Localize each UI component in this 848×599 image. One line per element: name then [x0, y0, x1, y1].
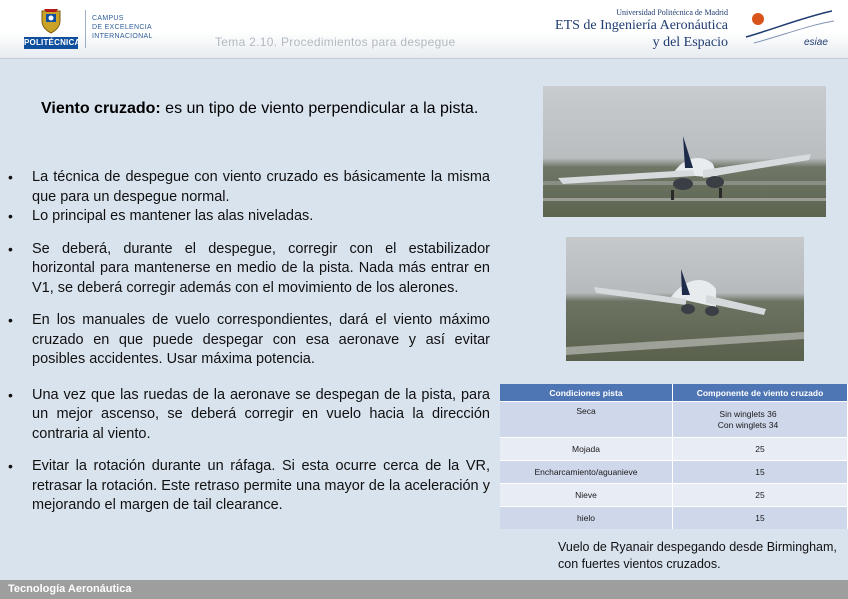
campus-line: DE EXCELENCIA [92, 24, 152, 31]
crosswind-definition [41, 98, 481, 119]
table-row [500, 507, 848, 530]
table-cell: hielo [500, 507, 673, 530]
table-cell [673, 402, 848, 438]
table-row [500, 484, 848, 507]
campus-line: INTERNACIONAL [92, 33, 153, 40]
table-cell: 15 [673, 507, 848, 530]
upm-label: POLITÉCNICA [24, 38, 81, 47]
table-cell: 25 [673, 438, 848, 461]
table-cell: Seca [500, 402, 673, 438]
school-line-2: y del Espacio [652, 35, 728, 50]
table-row [500, 438, 848, 461]
takeoff-photo-1 [543, 86, 826, 217]
table-cell: 25 [673, 484, 848, 507]
table-cell: Mojada [500, 438, 673, 461]
airplane-photo-icon [543, 86, 826, 217]
table-cell: Nieve [500, 484, 673, 507]
campus-excelencia-logo [92, 14, 153, 41]
esiae-logo-text: esiae [804, 37, 828, 48]
university-name: Universidad Politécnica de Madrid [616, 8, 728, 17]
winglet-line: Sin winglets 36 [719, 408, 777, 419]
upm-logo [22, 8, 80, 50]
table-header: Condiciones pista [500, 384, 673, 402]
table-cell: 15 [673, 461, 848, 484]
footer-label: Tecnología Aeronáutica [8, 583, 132, 595]
bullet-item: • La técnica de despegue con viento cruzado es básicamente la misma que para un despegue normal. [8, 168, 490, 207]
bullet-item: • En los manuales de vuelo correspondientes, dará el viento máximo cruzado en que puede despegar con esa aeronave y así evitar posibles accidentes. Usar máxima potencia. [8, 311, 490, 370]
campus-line: CAMPUS [92, 15, 124, 22]
bullet-item: • Una vez que las ruedas de la aeronave se despegan de la pista, para un mejor ascenso, se deberá corregir en vuelo hacia la dirección contraria al viento. [8, 386, 490, 445]
winglet-line: Con winglets 34 [717, 419, 779, 430]
slide-header [0, 0, 848, 59]
table-cell: Encharcamiento/aguanieve [500, 461, 673, 484]
takeoff-photo-2 [566, 237, 804, 361]
table-row [500, 461, 848, 484]
logo-divider [85, 10, 86, 48]
table-header: Componente de viento cruzado [673, 384, 848, 402]
table-row [500, 402, 848, 438]
bullet-item: • Evitar la rotación durante un ráfaga. Si esta ocurre cerca de la VR, retrasar la rotación. Este retraso permite una mayor de la aceleración y mejorando el margen de tail clearance. [8, 457, 490, 516]
slide-footer [0, 580, 848, 599]
crosswind-table [500, 384, 848, 529]
upm-crest-icon [38, 8, 64, 34]
airplane-photo-icon [566, 237, 804, 361]
bullet-list [8, 168, 490, 516]
bullet-item: • Lo principal es mantener las alas niveladas. [8, 207, 490, 227]
definition-term: Viento cruzado: [41, 100, 161, 117]
definition-text: es un tipo de viento perpendicular a la pista. [160, 100, 479, 117]
esiae-logo-icon [744, 7, 836, 49]
school-name [555, 8, 728, 51]
bullet-item: • Se deberá, durante el despegue, corregir con el estabilizador horizontal para mantenerse en medio de la pista. Nada más entrar en V1, se deberá corregir además con el movimiento de los alerones. [8, 240, 490, 299]
school-line-1: ETS de Ingeniería Aeronáutica [555, 18, 728, 33]
photo-caption: Vuelo de Ryanair despegando desde Birmingham, con fuertes vientos cruzados. [558, 540, 837, 571]
topic-title: Tema 2.10. Procedimientos para despegue [215, 35, 456, 49]
